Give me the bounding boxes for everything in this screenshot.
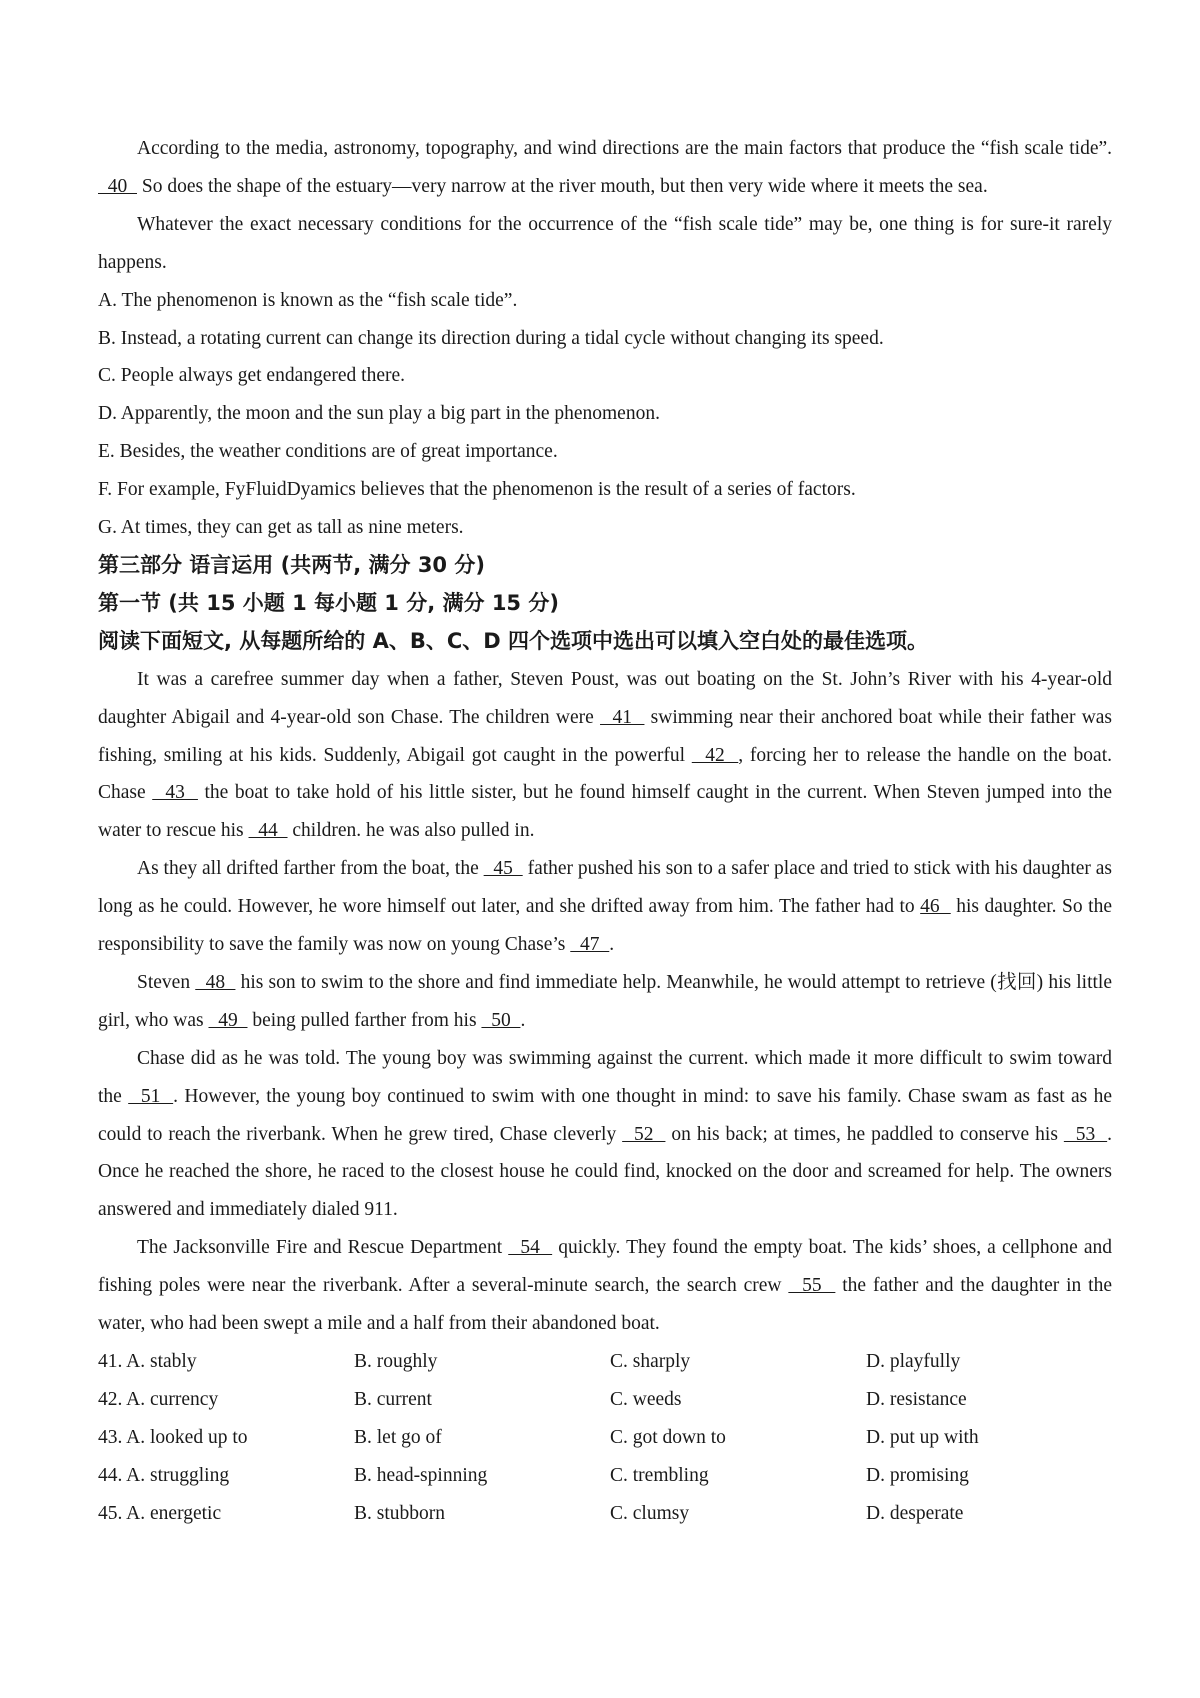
passage2-paragraph-5 xyxy=(98,1229,1112,1343)
choice-b: B. head-spinning xyxy=(354,1464,488,1486)
question-45 xyxy=(98,1495,1112,1533)
text: It was a carefree summer day when a father, Steven Poust, was out boating on the St. John’s River with his 4-year-old daughter Abigail and 4-year-old son Chase. The children were xyxy=(98,668,1112,728)
blank-54: 54 xyxy=(508,1237,553,1259)
blank-43: 43 xyxy=(152,782,198,804)
option-d: D. Apparently, the moon and the sun play a big part in the phenomenon. xyxy=(98,403,660,425)
choice-a: 43. A. looked up to xyxy=(98,1426,248,1448)
option-c: C. People always get endangered there. xyxy=(98,365,406,387)
option-f: F. For example, FyFluidDyamics believes that the phenomenon is the result of a series of factors. xyxy=(98,479,856,501)
question-44 xyxy=(98,1457,1112,1495)
text: Steven xyxy=(137,971,196,993)
choice-d: D. put up with xyxy=(866,1426,979,1448)
blank-51: 51 xyxy=(128,1085,174,1107)
choice-a: 41. A. stably xyxy=(98,1351,197,1372)
choice-c: C. got down to xyxy=(610,1426,726,1448)
text: . However, the young boy continued to swim with one thought in mind: to save his family. Chase swam as fast as he could to reach the riverbank. When he grew tired, Chase cleverly xyxy=(98,1085,1112,1145)
subsection-title: 第一节 (共 15 小题 1 每小题 1 分, 满分 15 分) xyxy=(98,590,559,615)
text: children. he was also pulled in. xyxy=(287,820,535,842)
section-title: 第三部分 语言运用 (共两节, 满分 30 分) xyxy=(98,552,485,577)
text: . Once he reached the shore, he raced to the closest house he could find, knocked on the door and screamed for help. The owners answered and immediately dialed 911. xyxy=(98,1123,1113,1221)
choice-a: 44. A. struggling xyxy=(98,1464,230,1486)
blank-46: 46 xyxy=(920,896,951,918)
blank-50: 50 xyxy=(481,1009,521,1031)
passage2-paragraph-4 xyxy=(98,1040,1112,1230)
option-a: A. The phenomenon is known as the “fish scale tide”. xyxy=(98,289,518,311)
text: his daughter. So the responsibility to save the family was now on young Chase’s xyxy=(98,896,1112,956)
blank-45: 45 xyxy=(483,858,523,880)
blank-42: 42 xyxy=(691,744,739,766)
question-42 xyxy=(98,1381,1112,1419)
text: So does the shape of the estuary—very narrow at the river mouth, but then very wide where it meets the sea. xyxy=(137,175,988,197)
text: the father and the daughter in the water, who had been swept a mile and a half from their abandoned boat. xyxy=(98,1275,1112,1335)
question-choices xyxy=(98,1343,1112,1533)
option-e: E. Besides, the weather conditions are of great importance. xyxy=(98,441,558,463)
choice-b: B. let go of xyxy=(354,1426,442,1448)
passage1-paragraph-2: Whatever the exact necessary conditions for the occurrence of the “fish scale tide” may be, one thing is for sure-it rarely happens. xyxy=(98,213,1112,273)
option-b: B. Instead, a rotating current can change its direction during a tidal cycle without changing its speed. xyxy=(98,327,884,349)
choice-b: B. roughly xyxy=(354,1351,438,1372)
passage2-paragraph-1 xyxy=(98,661,1112,851)
choice-d: D. playfully xyxy=(866,1351,961,1372)
choice-a: 42. A. currency xyxy=(98,1388,219,1410)
text: According to the media, astronomy, topography, and wind directions are the main factors that produce the “fish scale tide”. xyxy=(137,138,1112,159)
passage1-paragraph-1 xyxy=(98,130,1112,206)
question-43 xyxy=(98,1419,1112,1457)
choice-c: C. trembling xyxy=(610,1464,709,1486)
blank-49: 49 xyxy=(208,1009,248,1031)
choice-c: C. weeds xyxy=(610,1388,682,1410)
choice-d: D. promising xyxy=(866,1464,969,1486)
text: , forcing her to release the handle on the boat. Chase xyxy=(98,744,1112,804)
choice-b: B. stubborn xyxy=(354,1502,446,1524)
choice-c: C. clumsy xyxy=(610,1502,690,1524)
blank-55: 55 xyxy=(788,1275,836,1297)
blank-47: 47 xyxy=(570,934,610,956)
text: As they all drifted farther from the boat, the xyxy=(137,858,484,880)
blank-52: 52 xyxy=(622,1123,666,1145)
text: his son to swim to the shore and find immediate help. Meanwhile, he would attempt to retrieve (找回) his little girl, who was xyxy=(98,971,1112,1031)
blank-40: 40 xyxy=(98,175,137,197)
text: father pushed his son to a safer place and tried to stick with his daughter as long as he could. However, he wore himself out later, and she drifted away from him. The father had to xyxy=(98,858,1113,918)
question-41 xyxy=(98,1343,1112,1381)
page-content xyxy=(98,130,1112,1533)
passage1-options xyxy=(98,282,1112,547)
option-g: G. At times, they can get as tall as nine meters. xyxy=(98,517,464,539)
text: quickly. They found the empty boat. The kids’ shoes, a cellphone and fishing poles were near the riverbank. After a several-minute search, the search crew xyxy=(98,1237,1112,1297)
text: . xyxy=(520,1009,526,1031)
text: being pulled farther from his xyxy=(247,1009,482,1031)
text: . xyxy=(609,934,615,956)
blank-44: 44 xyxy=(248,820,288,842)
text: on his back; at times, he paddled to conserve his xyxy=(665,1123,1064,1145)
section-instruction: 阅读下面短文, 从每题所给的 A、B、C、D 四个选项中选出可以填入空白处的最佳选项。 xyxy=(98,628,929,653)
blank-41: 41 xyxy=(600,706,645,728)
choice-d: D. resistance xyxy=(866,1388,967,1410)
passage2-paragraph-3 xyxy=(98,964,1112,1040)
choice-b: B. current xyxy=(354,1388,432,1410)
text: swimming near their anchored boat while their father was fishing, smiling at his kids. Suddenly, Abigail got caught in the powerful xyxy=(98,706,1113,766)
text: The Jacksonville Fire and Rescue Department xyxy=(137,1237,509,1259)
choice-d: D. desperate xyxy=(866,1502,964,1524)
choice-c: C. sharply xyxy=(610,1351,691,1372)
blank-48: 48 xyxy=(195,971,236,993)
text: the boat to take hold of his little sister, but he found himself caught in the current. When Steven jumped into the water to rescue his xyxy=(98,782,1113,842)
choice-a: 45. A. energetic xyxy=(98,1502,222,1524)
passage2-paragraph-2 xyxy=(98,850,1112,964)
text: Chase did as he was told. The young boy was swimming against the current. which made it more difficult to swim toward the xyxy=(98,1047,1112,1107)
blank-53: 53 xyxy=(1063,1123,1108,1145)
